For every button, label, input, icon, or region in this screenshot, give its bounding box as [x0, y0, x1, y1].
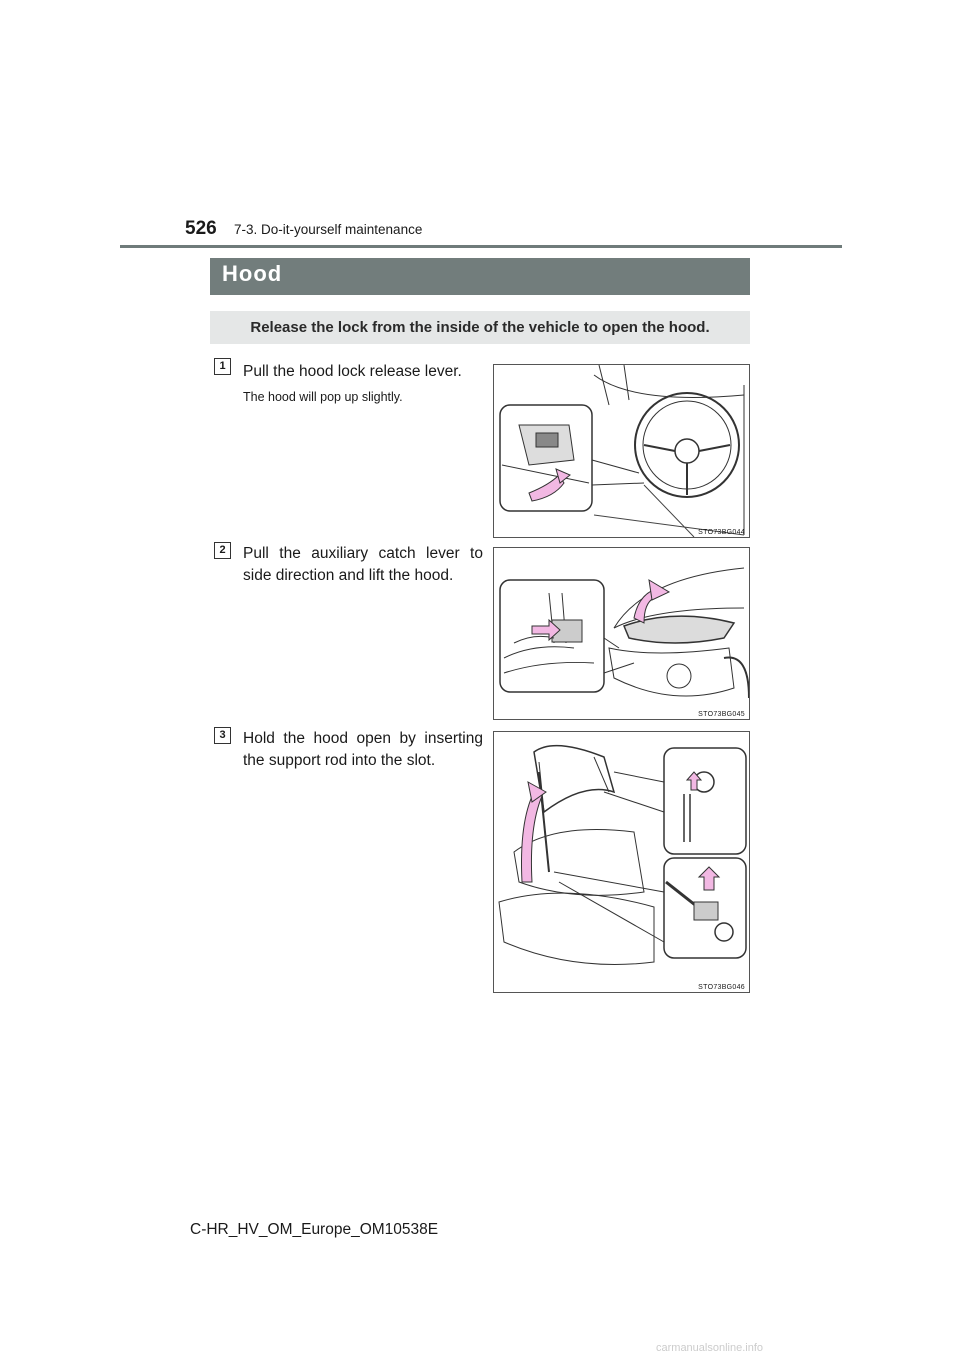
figure-code: STO73BG044 — [698, 529, 745, 536]
lead-text: Release the lock from the inside of the vehicle to open the hood. — [250, 319, 710, 336]
figure-hood-release-lever — [493, 364, 750, 538]
lead-box — [210, 311, 750, 344]
step-3-text: Hold the hood open by inserting the support rod into the slot. — [243, 730, 483, 769]
watermark: carmanualsonline.info — [656, 1342, 764, 1354]
step-3-badge: 3 — [214, 727, 231, 744]
hood-release-illustration — [494, 365, 749, 537]
figure-auxiliary-catch — [493, 547, 750, 720]
support-rod-illustration — [494, 732, 749, 992]
document-id: C-HR_HV_OM_Europe_OM10538E — [190, 1221, 439, 1238]
figure-code: STO73BG046 — [698, 984, 745, 991]
figure-support-rod — [493, 731, 750, 993]
step-1-note: The hood will pop up slightly. — [243, 390, 403, 404]
section-label: 7-3. Do-it-yourself maintenance — [234, 222, 423, 237]
step-1-badge: 1 — [214, 358, 231, 375]
step-1-text: Pull the hood lock release lever. — [243, 363, 462, 380]
page-number: 526 — [185, 218, 217, 239]
figure-code: STO73BG045 — [698, 711, 745, 718]
step-2-text: Pull the auxiliary catch lever to side direction and lift the hood. — [243, 545, 483, 584]
auxiliary-catch-illustration — [494, 548, 749, 719]
section-title-bar — [210, 258, 750, 295]
section-title: Hood — [222, 261, 283, 286]
header-rule — [120, 245, 842, 248]
step-2-badge: 2 — [214, 542, 231, 559]
